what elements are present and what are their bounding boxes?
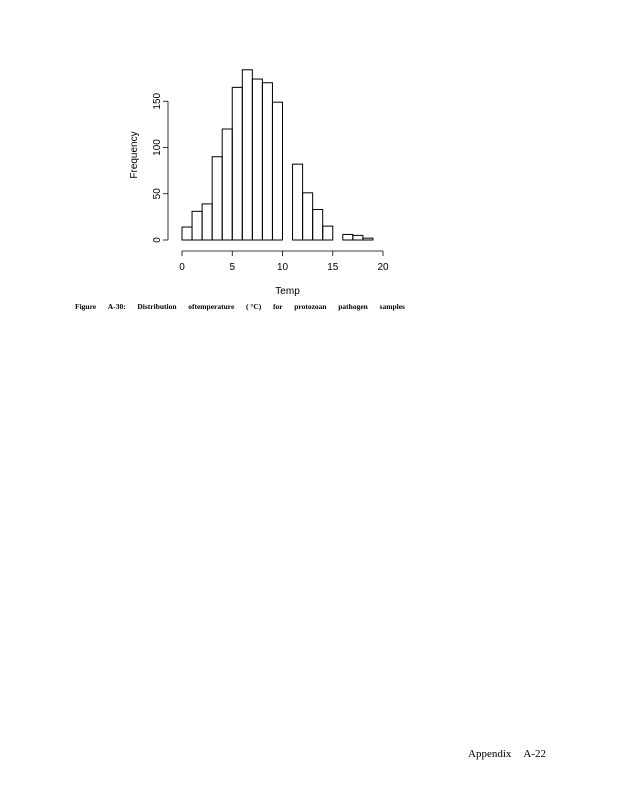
caption-word: pathogen	[338, 302, 368, 311]
histogram-bar	[182, 227, 192, 240]
histogram-bar	[212, 157, 222, 240]
caption-word: for	[272, 302, 283, 311]
caption-word: A-30:	[107, 302, 126, 311]
histogram-bar	[293, 164, 303, 240]
page-footer	[468, 748, 546, 760]
x-tick-label: 5	[229, 262, 236, 273]
histogram-bar	[192, 211, 202, 240]
y-axis-label: Frequency	[129, 131, 140, 179]
x-tick-label: 10	[276, 262, 289, 273]
y-tick-label: 0	[152, 237, 163, 243]
histogram-chart	[110, 55, 410, 300]
histogram-bar	[303, 193, 313, 240]
y-tick-label: 100	[152, 139, 163, 156]
histogram-bar	[272, 102, 282, 240]
histogram-bar	[343, 234, 353, 240]
histogram-bar	[323, 226, 333, 240]
caption-word: protozoan	[294, 302, 327, 311]
x-tick-label: 15	[327, 262, 339, 273]
y-tick-label: 50	[152, 188, 163, 200]
histogram-bar	[313, 209, 323, 240]
histogram-bar	[363, 238, 373, 240]
y-axis	[152, 92, 168, 242]
x-tick-label: 20	[377, 262, 389, 273]
histogram-bar	[222, 129, 232, 240]
histogram-bar	[202, 204, 212, 240]
x-axis-label: Temp	[275, 286, 300, 297]
histogram-bar	[232, 87, 242, 240]
caption-word: Figure	[75, 302, 97, 311]
footer-page-number: A-22	[523, 748, 546, 760]
caption-word: ( °C)	[246, 302, 262, 311]
x-axis	[179, 251, 389, 273]
histogram-bar	[262, 83, 272, 240]
x-tick-label: 0	[179, 262, 185, 273]
caption-word: Distribution	[137, 302, 177, 311]
histogram-bar	[353, 235, 363, 240]
histogram-bar	[242, 70, 252, 240]
y-tick-label: 150	[152, 92, 163, 110]
histogram-bars	[182, 70, 373, 240]
caption-word: samples	[379, 302, 405, 311]
caption-word: oftemperature	[188, 302, 235, 311]
histogram-bar	[252, 79, 262, 240]
footer-section: Appendix	[468, 748, 512, 760]
figure-caption	[75, 302, 405, 311]
